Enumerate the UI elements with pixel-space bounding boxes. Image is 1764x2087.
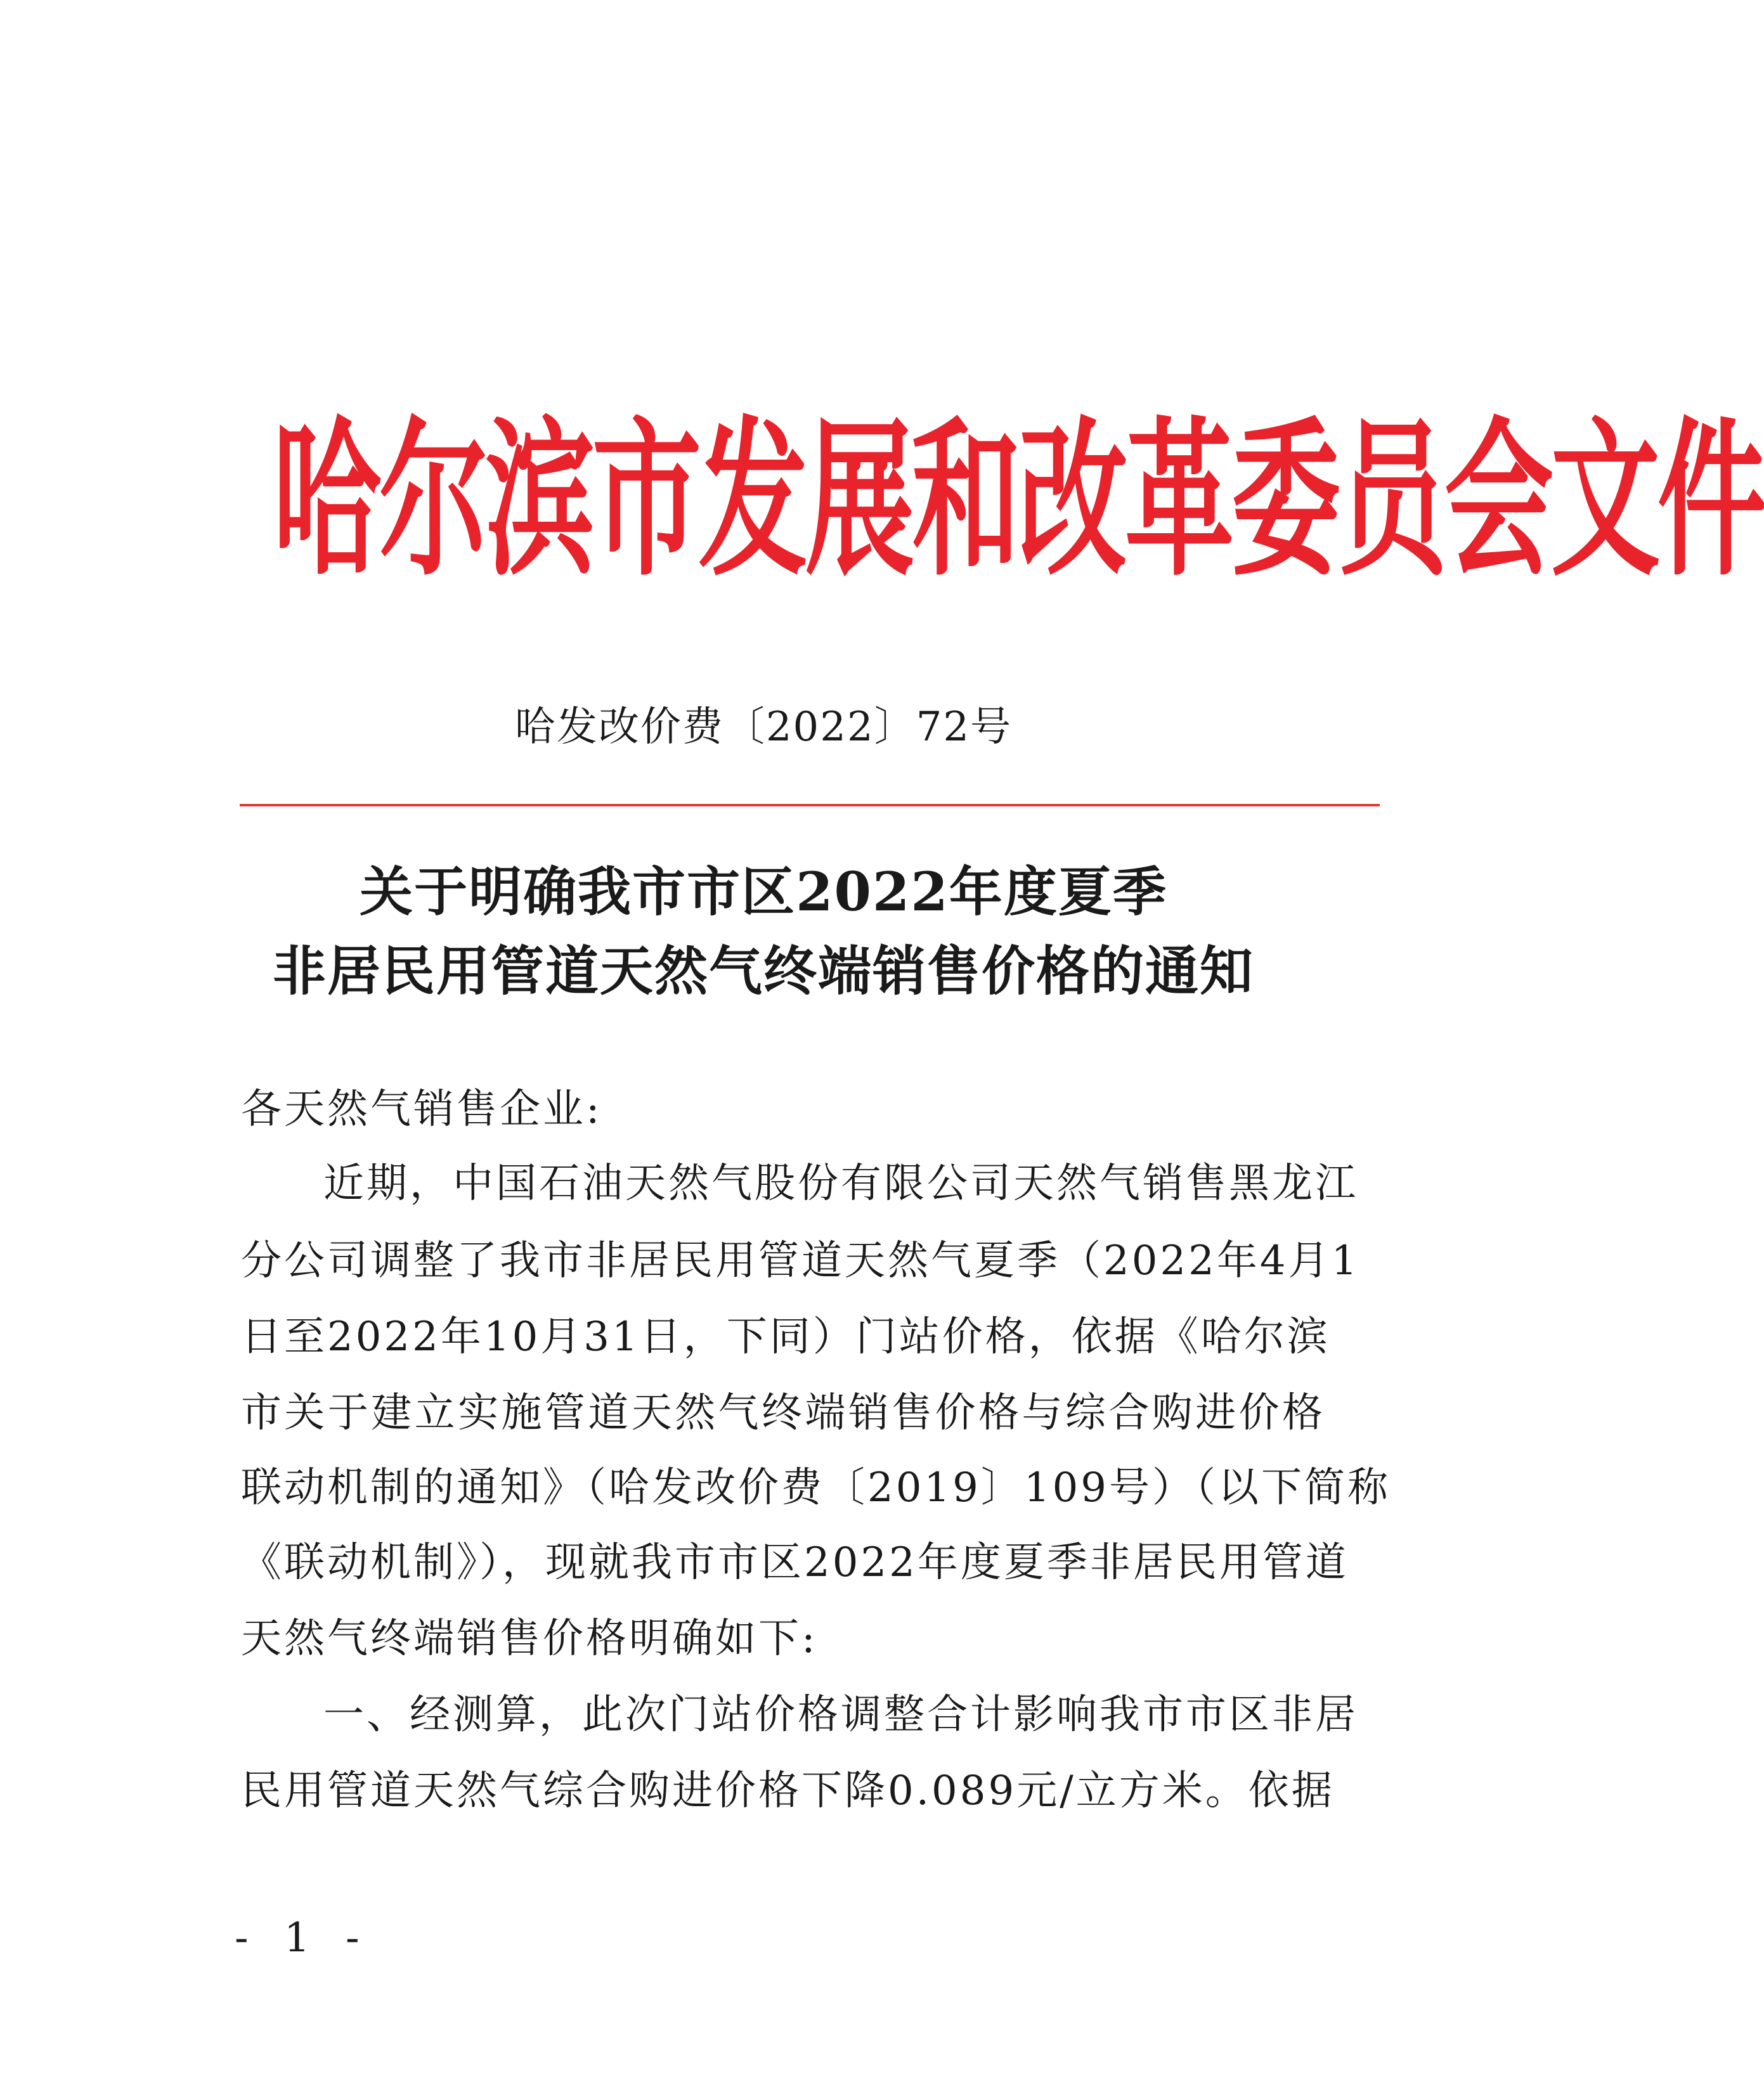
notice-title-line-1: 关于明确我市市区2022年度夏季 xyxy=(360,860,1167,923)
notice-title-line-2: 非居民用管道天然气终端销售价格的通知 xyxy=(272,940,1254,1002)
paragraph-line: 一、经测算，此次门站价格调整合计影响我市市区非居 xyxy=(323,1691,1358,1738)
masthead-title: 哈尔滨市发展和改革委员会文件 xyxy=(273,401,1764,599)
document-number: 哈发改价费〔2022〕72号 xyxy=(514,704,1013,751)
paragraph-line: 《联动机制》），现就我市市区2022年度夏季非居民用管道 xyxy=(241,1539,1349,1586)
page-number: - 1 - xyxy=(235,1915,371,1961)
paragraph-line: 天然气终端销售价格明确如下: xyxy=(241,1615,818,1662)
paragraph-line: 分公司调整了我市非居民用管道天然气夏季（2022年4月1 xyxy=(241,1237,1360,1284)
red-divider-line xyxy=(240,804,1380,806)
paragraph-line: 联动机制的通知》（哈发改价费〔2019〕109号）（以下简称 xyxy=(241,1464,1391,1511)
paragraph-line: 近期，中国石油天然气股份有限公司天然气销售黑龙江 xyxy=(323,1160,1358,1207)
paragraph-line: 日至2022年10月31日，下同）门站价格，依据《哈尔滨 xyxy=(241,1314,1330,1360)
salutation: 各天然气销售企业: xyxy=(241,1086,602,1133)
paragraph-line: 民用管道天然气综合购进价格下降0.089元/立方米。依据 xyxy=(241,1767,1335,1814)
paragraph-line: 市关于建立实施管道天然气终端销售价格与综合购进价格 xyxy=(241,1390,1325,1437)
